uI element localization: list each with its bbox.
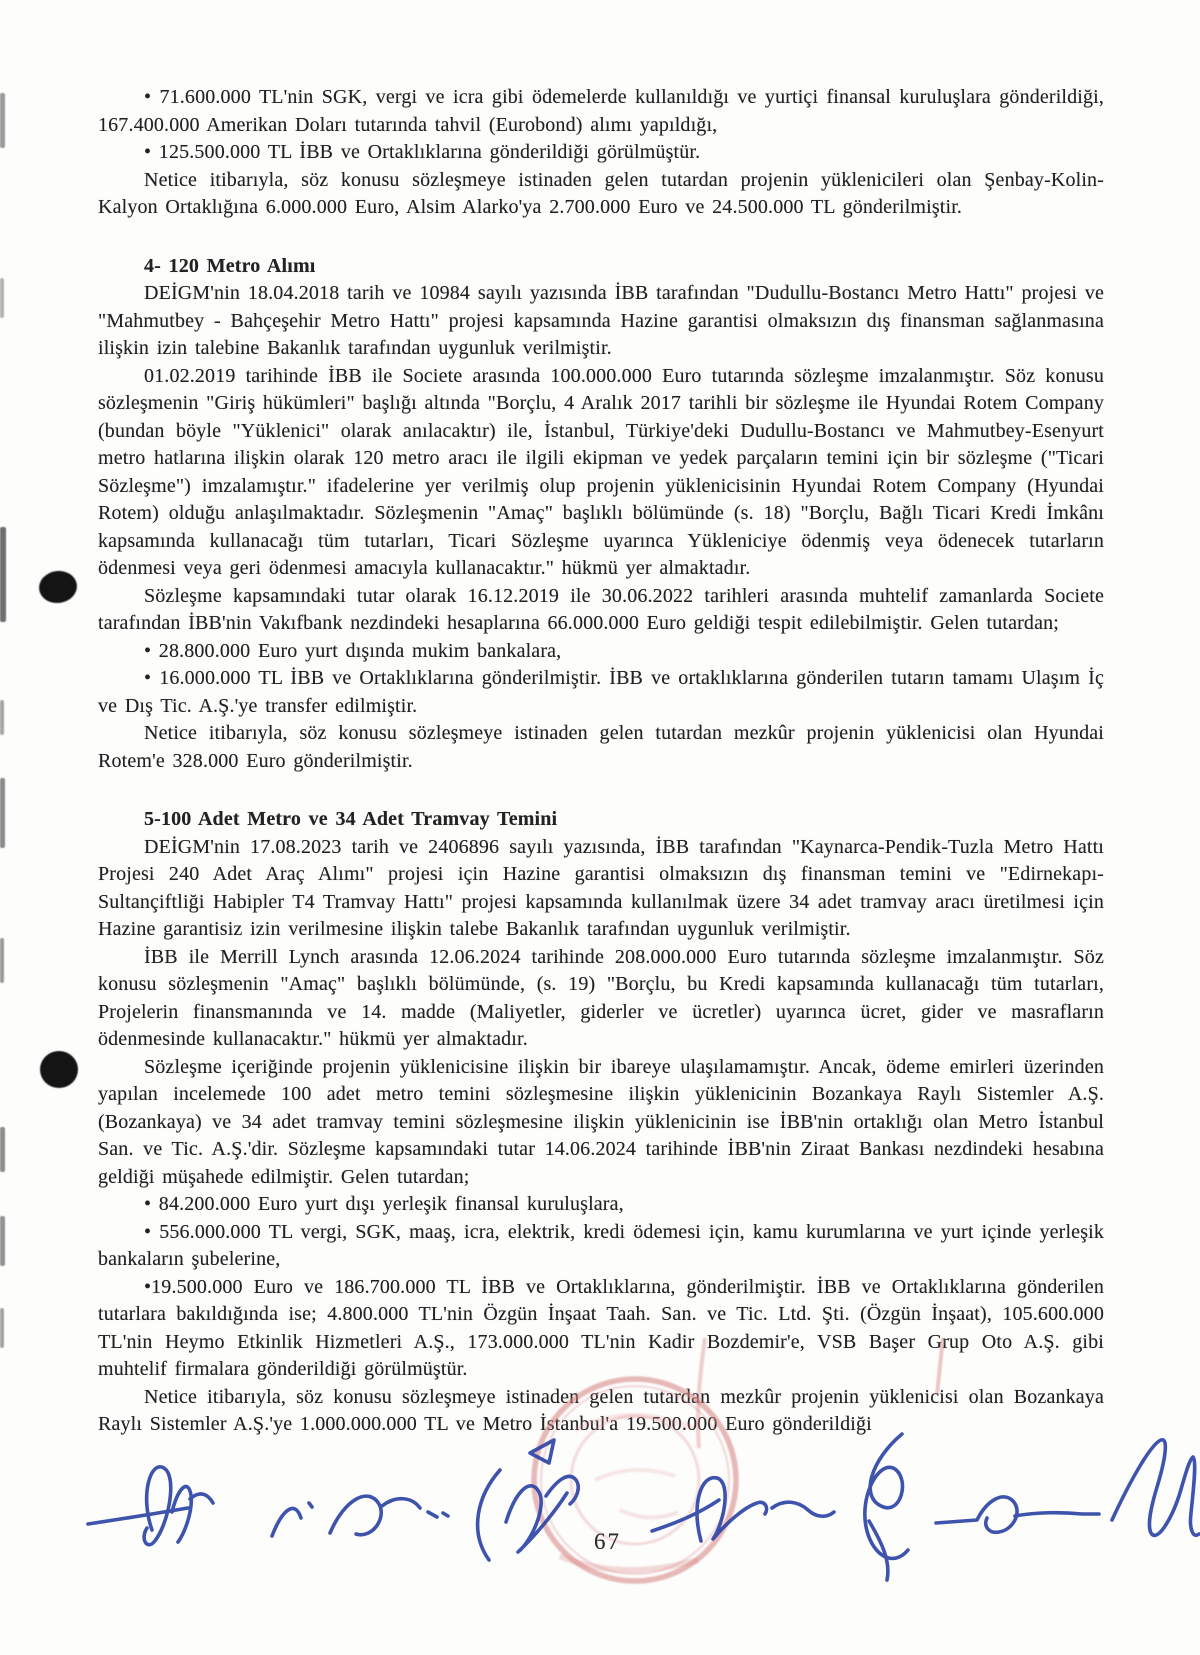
signature-stroke [478,1470,500,1560]
section-heading: 5-100 Adet Metro ve 34 Adet Tramvay Temini [144,808,558,830]
document-body [98,84,1104,1439]
signature-stroke [144,1467,171,1545]
hole-punch-mark [37,569,79,606]
bullet-item: •19.500.000 Euro ve 186.700.000 TL İBB ve Ortaklıklarına, gönderilmiştir. İBB ve Ortaklıklarına gönderilen tutarlara bakıldığında ise; 4.800.000 TL'nin Özgün İnşaat Taah. San. ve Tic. Ltd. Şti. (Özgün İnşaat), 105.600.000 TL'nin Heymo Etkinlik Hizmetleri A.Ş., 173.000.000 TL'nin Kadir Bozdemir'e, VSB Başer Grup Oto A.Ş. gibi muhtelif firmalara gönderildiği görülmüştür. [98,1275,1104,1380]
bullet-item: • 16.000.000 TL İBB ve Ortaklıklarına gönderilmiştir. İBB ve ortaklıklarına gönderilen tutarın tamamı Ulaşım İç ve Dış Tic. A.Ş.'ye transfer edilmiştir. [98,667,1104,717]
bullet-item: • 71.600.000 TL'nin SGK, vergi ve icra gibi ödemelerde kullanıldığı ve yurtiçi finansal kuruluşlara gönderildiği, 167.400.000 Amerikan Doları tutarında tahvil (Eurobond) alımı yapıldığı, [98,86,1104,136]
signature-stroke [506,1486,567,1552]
scan-edge-mark [0,278,4,318]
scan-edge-mark [0,527,6,622]
scan-edge-mark [0,1308,4,1348]
signature-stroke [330,1496,448,1535]
bullet-item: • 556.000.000 TL vergi, SGK, maaş, icra, elektrik, kredi ödemesi için, kamu kurumlarına ve yurt içinde yerleşik bankaların şubelerine, [98,1220,1104,1270]
signature-stroke [272,1503,312,1536]
hole-punch-mark [40,1051,78,1088]
signature-stroke [172,1487,213,1542]
bullet-item: • 125.500.000 TL İBB ve Ortaklıklarına gönderildiği görülmüştür. [144,141,701,163]
paragraph: Sözleşme içeriğinde projenin yüklenicisine ilişkin bir ibareye ulaşılamamıştır. Ancak, ödeme emirleri üzerinden yapılan incelemede 100 adet metro temini sözleşmesine ilişkin yüklenicinin Bozankaya Raylı Sistemler A.Ş. (Bozankaya) ve 34 adet tramvay temini sözleşmesine ilişkin yüklenicinin ise İBB'nin ortaklığı olan Metro İstanbul San. ve Tic. A.Ş.'dir. Sözleşme kapsamındaki tutar 14.06.2024 tarihinde İBB'nin Ziraat Bankası nezdindeki hesabına geldiği müşahede edilmiştir. Gelen tutardan; [98,1055,1104,1188]
signature-stroke [652,1500,719,1531]
signature-stroke [697,1478,767,1541]
scan-edge-mark [0,778,5,848]
scan-edge-mark [0,1127,5,1172]
signature-stroke [772,1502,834,1516]
signature-stroke [1015,1513,1099,1516]
paragraph: Netice itibarıyla, söz konusu sözleşmeye istinaden gelen tutardan projenin yüklenicileri olan Şenbay-Kolin-Kalyon Ortaklığına 6.000.000 Euro, Alsim Alarko'ya 2.700.000 Euro ve 24.500.000 TL gönderilmiştir. [98,168,1104,218]
paragraph: DEİGM'nin 17.08.2023 tarih ve 2406896 sayılı yazısında, İBB tarafından "Kaynarca-Pendik-Tuzla Metro Hattı Projesi 240 Adet Araç Alımı" projesi için Hazine garantisi olmaksızın dış finansman temini ve "Edirnekapı-Sultançiftliği Habipler T4 Tramvay Hattı" projesi kapsamında kullanılmak üzere 34 adet tramvay aracı üretilmesi için Hazine garantisiz izin verilmesine ilişkin talebe Bakanlık tarafından uygunluk verilmiştir. [98,835,1104,940]
scan-edge-mark [0,700,4,735]
signature-stroke [1112,1440,1199,1536]
paragraph: Netice itibarıyla, söz konusu sözleşmeye istinaden gelen tutardan mezkûr projenin yüklenicisi olan Bozankaya Raylı Sistemler A.Ş.'ye 1.000.000.000 TL ve Metro İstanbul'a 19.500.000 Euro gönderildiği [98,1385,1104,1435]
page-number: 67 [594,1529,621,1554]
section-heading: 4- 120 Metro Alımı [144,254,316,277]
signature-stroke [936,1497,1017,1532]
bullet-item: • 28.800.000 Euro yurt dışında mukim bankalara, [144,639,562,662]
paragraph: Netice itibarıyla, söz konusu sözleşmeye istinaden gelen tutardan mezkûr projenin yüklenicisi olan Hyundai Rotem'e 328.000 Euro gönderilmiştir. [98,722,1104,772]
signatures [0,1400,1200,1655]
paragraph: Sözleşme kapsamındaki tutar olarak 16.12.2019 ile 30.06.2022 tarihleri arasında muhtelif zamanlarda Societe tarafından İBB'nin Vakıfbank nezdindeki hesaplarına 66.000.000 Euro geldiği tespit edilebilmiştir. Gelen tutardan; [98,584,1104,634]
scan-edge-mark [0,93,5,148]
bullet-item: • 84.200.000 Euro yurt dışı yerleşik finansal kuruluşlara, [144,1193,624,1215]
signature-stroke [530,1440,554,1463]
paragraph: İBB ile Merrill Lynch arasında 12.06.2024 tarihinde 208.000.000 Euro tutarında sözleşme imzalanmıştır. Söz konusu sözleşmenin "Amaç" başlıklı bölümünde, (s. 19) "Borçlu, bu Kredi kapsamında kullanacağı tüm tutarları, Projelerin finansmanında ve 14. madde (Maliyetler, giderler ve ücretler) uyarınca ücret, gider ve masrafların ödenmesinde kullanacaktır." hükmü yer almaktadır. [98,945,1104,1050]
paragraph: 01.02.2019 tarihinde İBB ile Societe arasında 100.000.000 Euro tutarında sözleşme imzalanmıştır. Söz konusu sözleşmenin "Giriş hükümleri" başlığı altında "Borçlu, 4 Aralık 2017 tarihli bir sözleşme ile Hyundai Rotem Company (bundan böyle "Yüklenici" olarak anılacaktır) ile, İstanbul, Türkiye'deki Dudullu-Bostancı ve Mahmutbey-Esenyurt metro hatlarına ilişkin olarak 120 metro aracı ile ilgili ekipman ve yedek parçaların temini için bir sözleşme ("Ticari Sözleşme") imzalamıştır." ifadelerine yer verilmiş olup projenin yüklenicisinin Hyundai Rotem Company (Hyundai Rotem) olduğu anlaşılmaktadır. Sözleşmenin "Amaç" başlıklı bölümünde (s. 18) "Borçlu, Bağlı Ticari Kredi İmkânı kapsamında kullanacağı tüm tutarları, Ticari Sözleşme uyarınca Yükleniciye ödenmiş veya ödenecek tutarların ödenmesi veya geri ödenmesi amacıyla kullanacaktır." hükmü yer almaktadır. [98,364,1104,579]
signature-stroke [865,1434,908,1558]
paragraph: DEİGM'nin 18.04.2018 tarih ve 10984 sayılı yazısında İBB tarafından "Dudullu-Bostancı Metro Hattı" projesi ve "Mahmutbey - Bahçeşehir Metro Hattı" projesi kapsamında Hazine garantisi olmaksızın dış finansman sağlanmasına ilişkin izin talebine Bakanlık tarafından uygunluk verilmiştir. [98,282,1104,359]
scan-edge-mark [0,938,4,983]
scan-edge-mark [0,1216,5,1266]
